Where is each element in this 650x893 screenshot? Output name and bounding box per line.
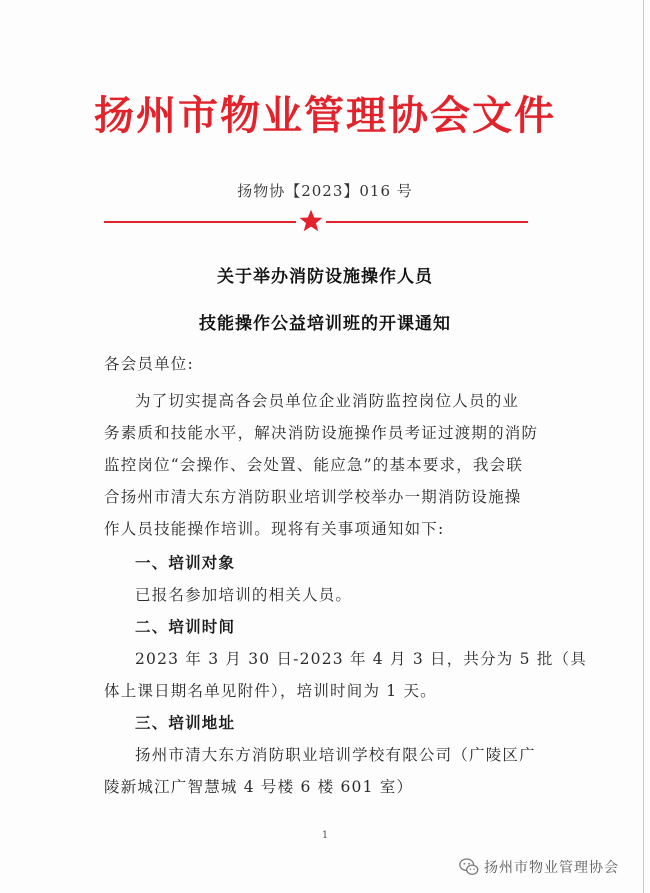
org-title: 扬州市物业管理协会文件 [94, 92, 556, 139]
star-icon [298, 208, 324, 234]
notice-title-line-1: 关于举办消防设施操作人员 [217, 267, 433, 287]
salutation: 各会员单位: [104, 355, 194, 373]
notice-title-line-2: 技能操作公益培训班的开课通知 [199, 314, 451, 334]
section-line: 陵新城江广智慧城 4 号楼 6 楼 601 室） [104, 778, 414, 796]
paragraph-line: 监控岗位“会操作、会处置、能应急”的基本要求，我会联 [104, 456, 524, 474]
section-line: 已报名参加培训的相关人员。 [135, 586, 353, 604]
doc-number: 扬物协【2023】016 号 [237, 182, 413, 200]
section-line: 扬州市清大东方消防职业培训学校有限公司（广陵区广 [135, 746, 536, 764]
watermark-text: 扬州市物业管理协会 [484, 860, 619, 876]
paragraph-line: 务素质和技能水平，解决消防设施操作员考证过渡期的消防 [104, 424, 539, 442]
divider-right [326, 221, 528, 223]
section-heading-time: 二、培训时间 [135, 618, 236, 636]
watermark [458, 856, 619, 878]
paragraph-line: 为了切实提高各会员单位企业消防监控岗位人员的业 [135, 392, 520, 410]
divider-left [104, 221, 296, 223]
wechat-icon [458, 856, 480, 878]
paragraph-line: 合扬州市清大东方消防职业培训学校举办一期消防设施操 [104, 488, 522, 506]
page-number: 1 [321, 830, 329, 841]
section-line: 2023 年 3 月 30 日-2023 年 4 月 3 日，共分为 5 批（具 [135, 650, 587, 668]
section-heading-address: 三、培训地址 [135, 714, 236, 732]
section-heading-target: 一、培训对象 [135, 554, 236, 572]
section-line: 体上课日期名单见附件），培训时间为 1 天。 [104, 682, 437, 700]
paragraph-line: 作人员技能操作培训。现将有关事项通知如下: [104, 520, 445, 538]
